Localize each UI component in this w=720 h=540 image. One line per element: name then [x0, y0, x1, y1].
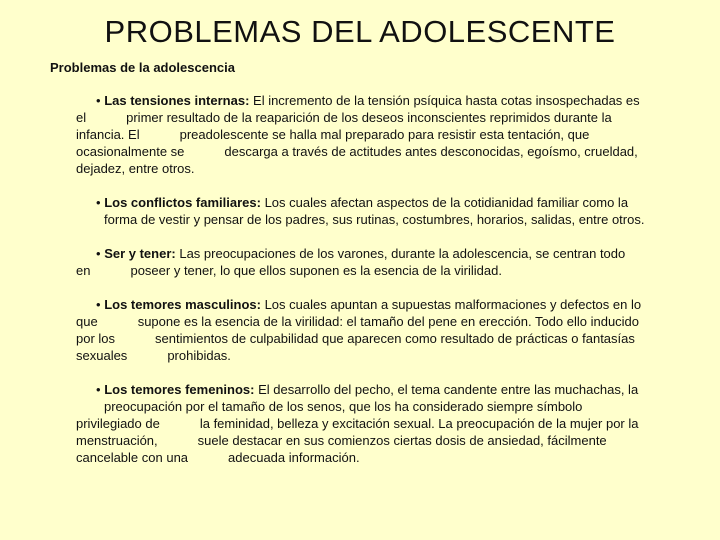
- item-text: Los cuales afectan aspectos de la cotidianidad familiar como la: [260, 195, 629, 210]
- item-text: El incremento de la tensión psíquica hasta cotas insospechadas es: [249, 93, 640, 108]
- bullet: •: [96, 297, 101, 312]
- item-first-line: [76, 194, 690, 211]
- bullet: •: [96, 382, 101, 397]
- item-term: Los temores masculinos:: [104, 297, 261, 312]
- line-rest: prohibidas.: [167, 348, 231, 363]
- line-start: sexuales: [76, 348, 128, 363]
- item-line: [76, 126, 690, 143]
- item-line: [76, 415, 690, 432]
- line-rest: supone es la esencia de la virilidad: el tamaño del pene en erección. Todo ello inducido: [137, 314, 640, 329]
- line-rest: suele destacar en sus comienzos ciertas dosis de ansiedad, fácilmente: [197, 433, 607, 448]
- bullet: •: [96, 246, 101, 261]
- line-rest: poseer y tener, lo que ellos suponen es la esencia de la virilidad.: [130, 263, 502, 278]
- slide-content: [76, 92, 690, 483]
- bullet: •: [96, 93, 101, 108]
- item-conflictos-familiares: [76, 194, 690, 228]
- line-start: por los: [76, 331, 116, 346]
- line-start: cancelable con una: [76, 450, 189, 465]
- item-term: Las tensiones internas:: [104, 93, 250, 108]
- item-line: dejadez, entre otros.: [76, 161, 195, 176]
- line-rest: sentimientos de culpabilidad que aparecen como resultado de prácticas o fantasías: [155, 331, 635, 346]
- item-first-line: [76, 245, 690, 262]
- item-line: preocupación por el tamaño de los senos, que los ha considerado siempre símbolo: [104, 399, 583, 414]
- item-line: [76, 347, 690, 364]
- line-rest: primer resultado de la reaparición de los deseos inconscientes reprimidos durante la: [126, 110, 612, 125]
- item-text: El desarrollo del pecho, el tema candente entre las muchachas, la: [254, 382, 639, 397]
- item-temores-masculinos: [76, 296, 690, 364]
- item-line: [76, 262, 690, 279]
- line-start: ocasionalmente se: [76, 144, 185, 159]
- item-text: Los cuales apuntan a supuestas malformaciones y defectos en lo: [260, 297, 642, 312]
- item-term: Ser y tener:: [104, 246, 176, 261]
- line-start: en: [76, 263, 91, 278]
- item-line: [76, 432, 690, 449]
- line-rest: la feminidad, belleza y excitación sexual. La preocupación de la mujer por la: [199, 416, 639, 431]
- item-line: [76, 449, 690, 466]
- line-rest: preadolescente se halla mal preparado para resistir esta tentación, que: [179, 127, 590, 142]
- line-rest: descarga a través de actitudes antes desconocidas, egoísmo, crueldad,: [224, 144, 638, 159]
- item-text: Las preocupaciones de los varones, durante la adolescencia, se centran todo: [175, 246, 626, 261]
- item-ser-y-tener: [76, 245, 690, 279]
- item-first-line: [76, 92, 690, 109]
- slide-title: PROBLEMAS DEL ADOLESCENTE: [104, 14, 616, 49]
- slide-subtitle: Problemas de la adolescencia: [50, 60, 235, 75]
- item-line: forma de vestir y pensar de los padres, sus rutinas, costumbres, horarios, salidas, entre otros.: [104, 212, 645, 227]
- item-line: [76, 313, 690, 330]
- line-rest: adecuada información.: [228, 450, 360, 465]
- bullet: •: [96, 195, 101, 210]
- line-start: que: [76, 314, 98, 329]
- item-line: [76, 109, 690, 126]
- item-tensiones-internas: [76, 92, 690, 177]
- line-start: infancia. El: [76, 127, 140, 142]
- item-line: [76, 143, 690, 160]
- item-first-line: [76, 381, 690, 398]
- line-start: menstruación,: [76, 433, 158, 448]
- item-term: Los temores femeninos:: [104, 382, 255, 397]
- item-temores-femeninos: [76, 381, 690, 466]
- item-line: [76, 330, 690, 347]
- item-first-line: [76, 296, 690, 313]
- line-start: privilegiado de: [76, 416, 160, 431]
- line-start: el: [76, 110, 87, 125]
- item-term: Los conflictos familiares:: [104, 195, 261, 210]
